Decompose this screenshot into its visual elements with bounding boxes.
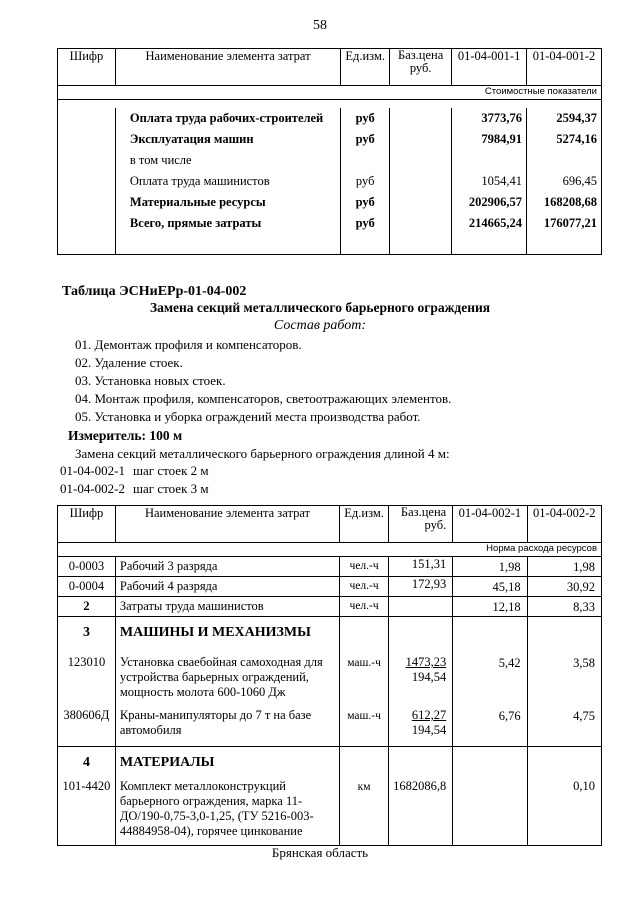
row-code: 123010 (58, 643, 116, 702)
header-base-price: Баз.цена руб. (389, 506, 453, 543)
header-col2: 01-04-002-2 (527, 506, 601, 543)
page-number: 58 (313, 18, 327, 33)
variant-text: шаг стоек 2 м (133, 463, 209, 478)
row-value-2: 4,75 (527, 702, 601, 747)
table-row (58, 747, 602, 774)
row-unit: чел.-ч (340, 597, 389, 617)
row-value-2: 3,58 (527, 643, 601, 702)
row-value-1 (453, 773, 527, 846)
row-base-price: 1682086,8 (389, 773, 453, 846)
table-row (58, 192, 602, 213)
row-unit: чел.-ч (340, 577, 389, 597)
row-base-price: 172,93 (389, 577, 453, 597)
table-header-row (58, 49, 602, 86)
section-title: Замена секций металлического барьерного ограждения (149, 300, 491, 315)
description: Замена секций металлического барьерного ограждения длиной 4 м: (75, 446, 450, 461)
table-row (58, 643, 602, 702)
row-code: 2 (58, 597, 116, 617)
header-col1: 01-04-001-1 (452, 49, 527, 86)
row-value-2: 0,10 (527, 773, 601, 846)
row-name: Установка сваебойная самоходная для устройства барьерных ограждений, мощность молота 600-1060 Дж (115, 643, 339, 702)
row-name: Оплата труда рабочих-строителей (115, 108, 340, 129)
row-value-2: 168208,68 (527, 192, 602, 213)
row-name: в том числе (115, 150, 340, 171)
footer-region: Брянская область (271, 845, 369, 860)
row-name: Затраты труда машинистов (115, 597, 339, 617)
row-code: 3 (58, 617, 116, 644)
row-code: 0-0004 (58, 577, 116, 597)
row-name: Рабочий 3 разряда (115, 557, 339, 577)
work-item: 05. Установка и уборка ограждений места производства работ. (75, 409, 421, 424)
work-item: 01. Демонтаж профиля и компенсаторов. (75, 337, 302, 352)
subheader-cost-indicators: Стоимостные показатели (58, 86, 602, 100)
row-name: Всего, прямые затраты (115, 213, 340, 234)
row-name: Материальные ресурсы (115, 192, 340, 213)
table-subheader-row (58, 86, 602, 100)
header-unit: Ед.изм. (341, 49, 390, 86)
variant-text: шаг стоек 3 м (133, 481, 209, 496)
row-unit: руб (341, 213, 390, 234)
table-row (58, 702, 602, 747)
table-row (58, 577, 602, 597)
row-value-1: 3773,76 (452, 108, 527, 129)
row-name: Эксплуатация машин (115, 129, 340, 150)
table-subheader-row (58, 543, 602, 557)
variant-code: 01-04-002-1 (60, 463, 125, 478)
measure-unit: Измеритель: 100 м (68, 428, 183, 443)
row-value-2: 30,92 (527, 577, 601, 597)
row-unit: руб (341, 192, 390, 213)
variant-code: 01-04-002-2 (60, 481, 125, 496)
header-code: Шифр (58, 506, 116, 543)
table-row (58, 597, 602, 617)
row-value-1: 202906,57 (452, 192, 527, 213)
row-value-1: 12,18 (453, 597, 527, 617)
header-unit: Ед.изм. (340, 506, 389, 543)
row-value-2: 176077,21 (527, 213, 602, 234)
row-value-1: 1054,41 (452, 171, 527, 192)
row-value-2: 696,45 (527, 171, 602, 192)
row-base-price: 151,31 (389, 557, 453, 577)
row-name: Краны-манипуляторы до 7 т на базе автомобиля (115, 702, 339, 747)
row-code: 101-4420 (58, 773, 116, 846)
work-item: 02. Удаление стоек. (75, 355, 183, 370)
resource-norms-table (57, 505, 602, 846)
row-value-2: 2594,37 (527, 108, 602, 129)
base-price-value: 612,27 (411, 708, 447, 722)
row-base-price (389, 597, 453, 617)
header-col2: 01-04-001-2 (527, 49, 602, 86)
row-unit: руб (341, 171, 390, 192)
table-label: Таблица ЭСНиЕРр-01-04-002 (62, 284, 247, 299)
row-unit: км (340, 773, 389, 846)
row-value-2: 5274,16 (527, 129, 602, 150)
header-name: Наименование элемента затрат (115, 49, 340, 86)
table-row (58, 773, 602, 846)
row-base-price (389, 643, 453, 702)
row-value-1: 5,42 (453, 643, 527, 702)
table-row (58, 129, 602, 150)
work-item: 03. Установка новых стоек. (75, 373, 226, 388)
table-row (58, 171, 602, 192)
row-unit: руб (341, 108, 390, 129)
row-name: Оплата труда машинистов (115, 171, 340, 192)
header-base-price: Баз.цена руб. (390, 49, 452, 86)
subheader-resource-norms: Норма расхода ресурсов (58, 543, 602, 557)
row-name: МАШИНЫ И МЕХАНИЗМЫ (115, 617, 339, 644)
table-row (58, 150, 602, 171)
row-unit: маш.-ч (340, 702, 389, 747)
base-price-machinist: 194,54 (411, 670, 447, 684)
base-price-machinist: 194,54 (411, 723, 447, 737)
row-name: МАТЕРИАЛЫ (115, 747, 339, 774)
row-unit: руб (341, 129, 390, 150)
row-value-1: 1,98 (453, 557, 527, 577)
table-row (58, 213, 602, 234)
work-item: 04. Монтаж профиля, компенсаторов, светоотражающих элементов. (75, 391, 452, 406)
header-code: Шифр (58, 49, 116, 86)
row-code: 0-0003 (58, 557, 116, 577)
table-row (58, 100, 602, 108)
works-heading: Состав работ: (273, 318, 367, 333)
table-row (58, 108, 602, 129)
cost-indicators-table (57, 48, 602, 255)
row-unit: чел.-ч (340, 557, 389, 577)
table-row (58, 617, 602, 644)
table-header-row (58, 506, 602, 543)
header-name: Наименование элемента затрат (115, 506, 339, 543)
row-value-1: 214665,24 (452, 213, 527, 234)
row-code: 4 (58, 747, 116, 774)
header-col1: 01-04-002-1 (453, 506, 527, 543)
row-value-2: 1,98 (527, 557, 601, 577)
row-unit: маш.-ч (340, 643, 389, 702)
table-row (58, 557, 602, 577)
row-value-2: 8,33 (527, 597, 601, 617)
table-row (58, 234, 602, 255)
row-value-1: 6,76 (453, 702, 527, 747)
row-code: 380606Д (58, 702, 116, 747)
row-base-price (389, 702, 453, 747)
base-price-value: 1473,23 (405, 655, 447, 669)
row-name: Рабочий 4 разряда (115, 577, 339, 597)
row-value-1: 7984,91 (452, 129, 527, 150)
row-value-1: 45,18 (453, 577, 527, 597)
row-name: Комплект металлоконструкций барьерного ограждения, марка 11-ДО/190-0,75-3,0-1,25, (ТУ 5216-003-44884958-04), горячее цинкование (115, 773, 339, 846)
